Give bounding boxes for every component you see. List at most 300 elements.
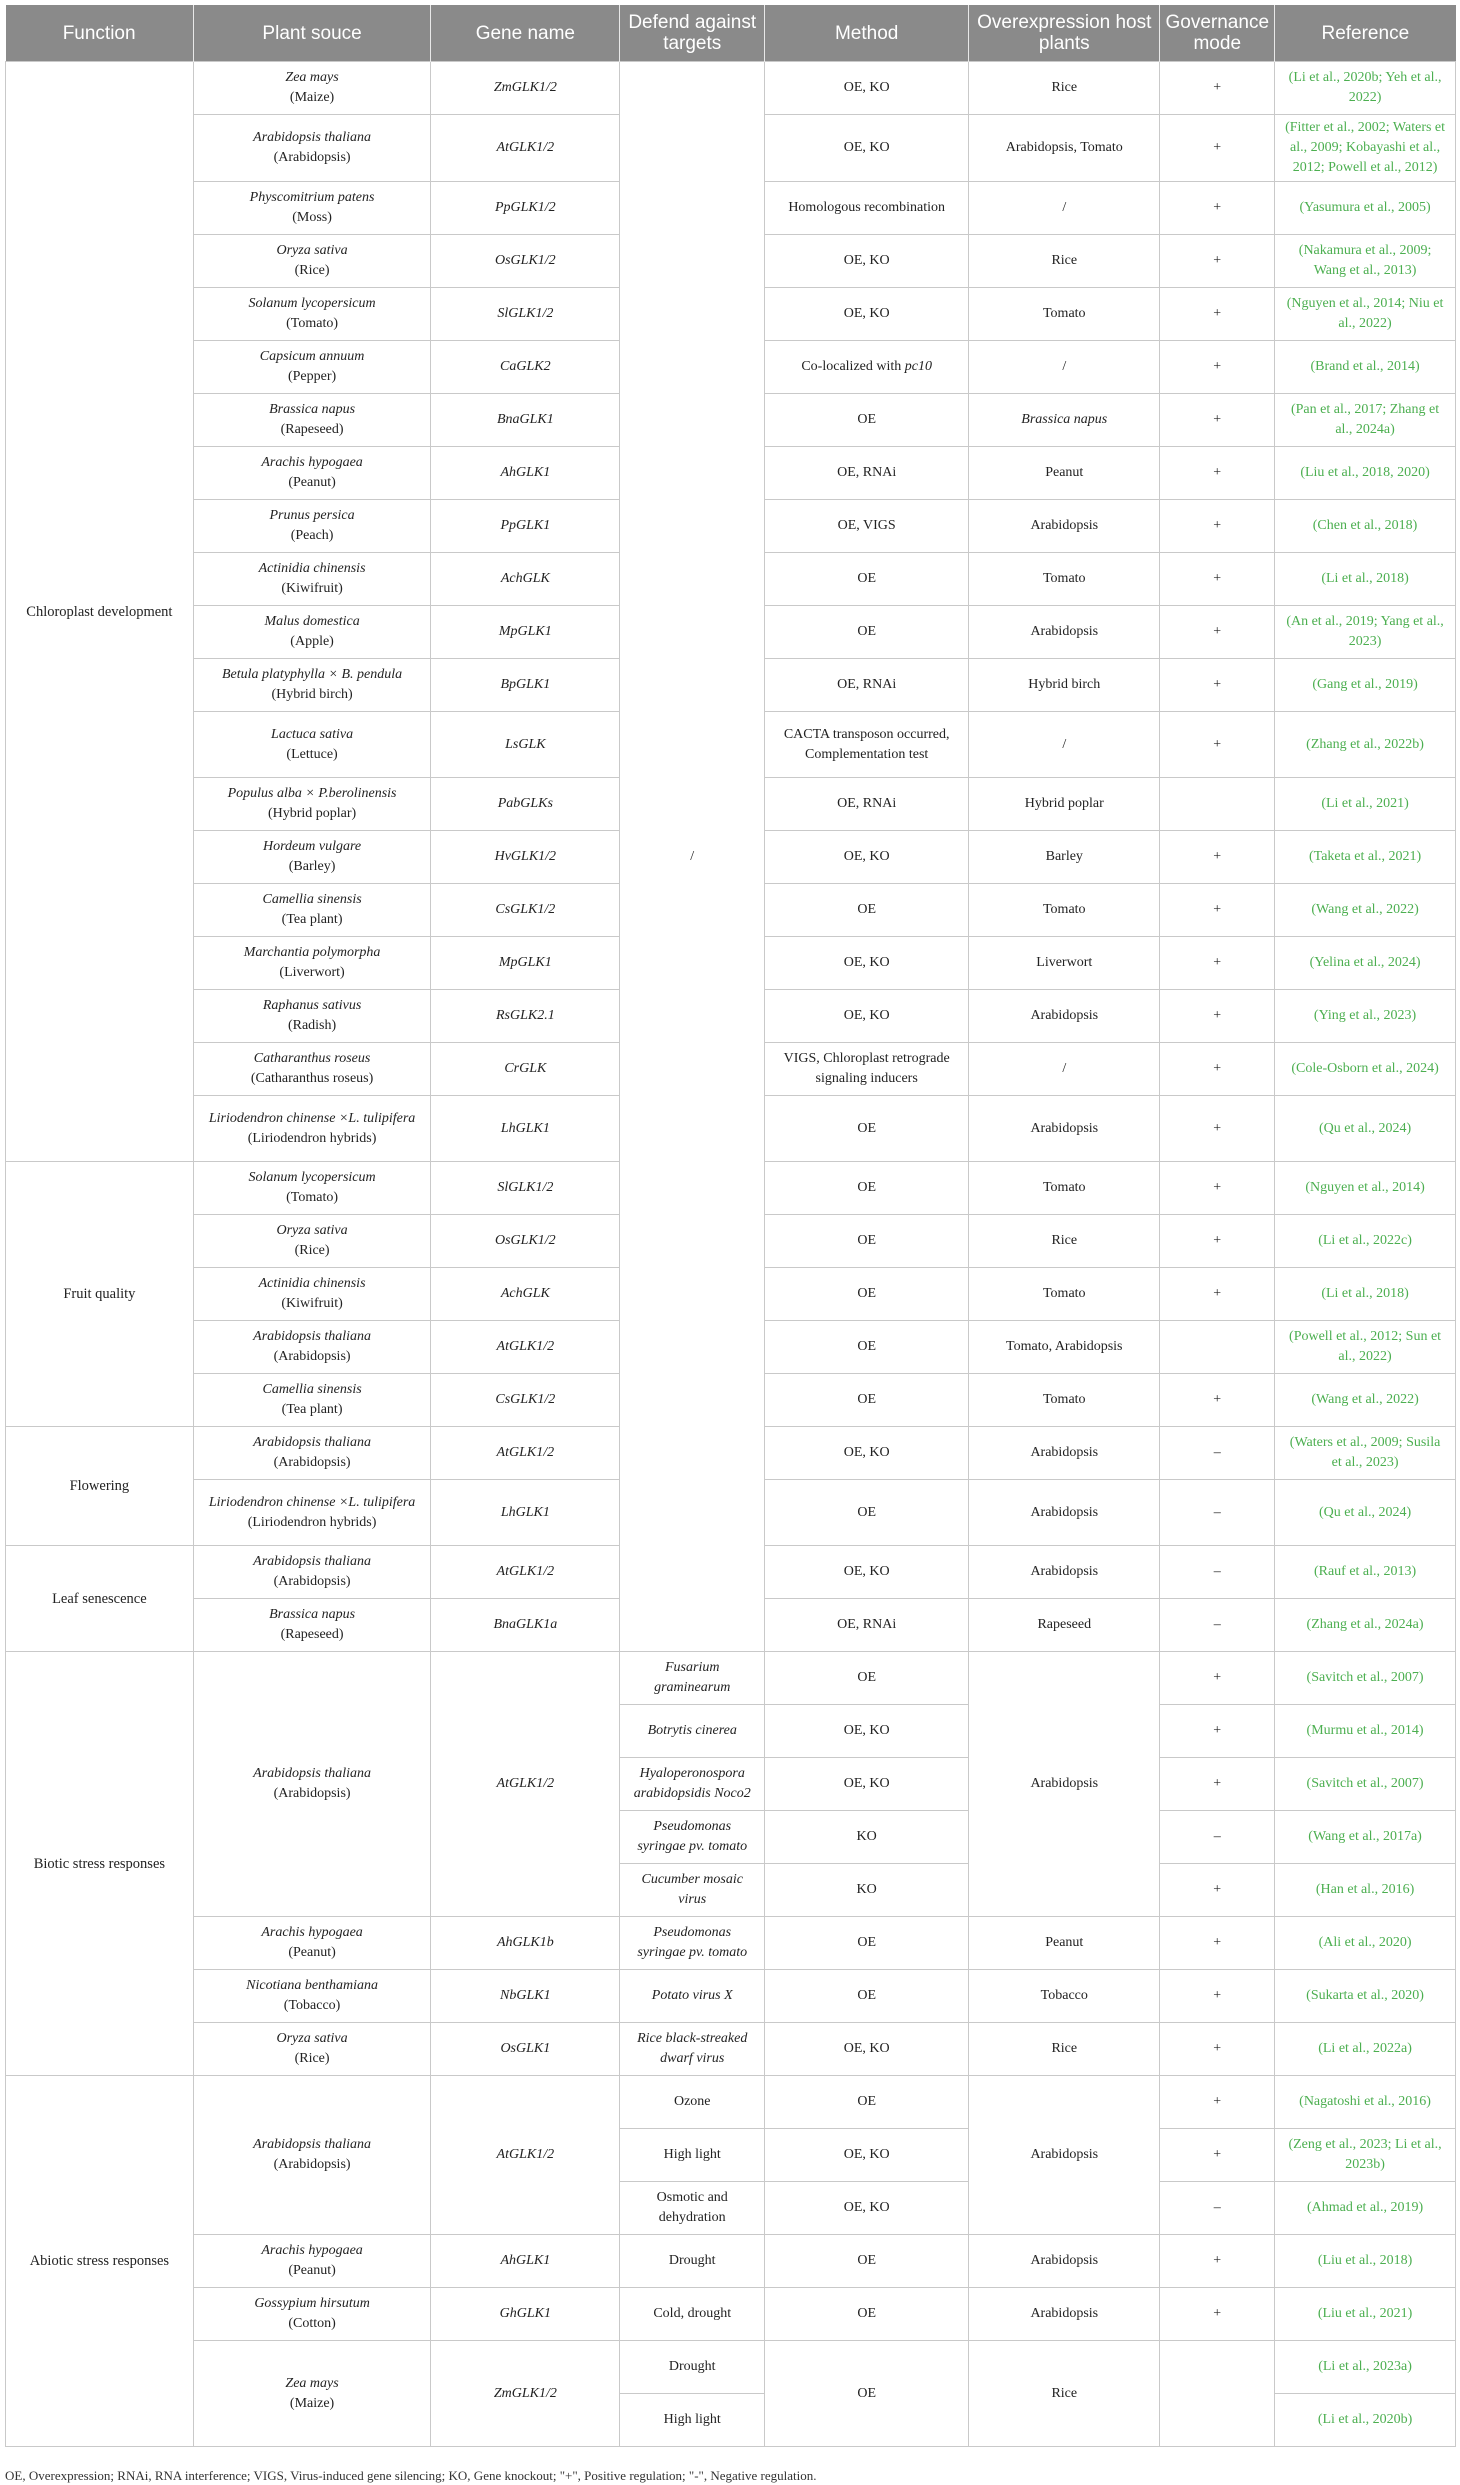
governance-mode-cell <box>1160 1758 1275 1811</box>
target-cell <box>620 2023 765 2076</box>
host-plant: Rice <box>1051 80 1078 95</box>
reference-cell <box>1275 1917 1456 1970</box>
reference-text: (Li et al., 2022c) <box>1318 1233 1412 1248</box>
governance-mode-cell <box>1160 500 1275 553</box>
reference-cell <box>1275 182 1456 235</box>
gene-name-cell <box>431 235 620 288</box>
common-name: (Maize) <box>289 2395 335 2411</box>
gene-name: LhGLK1 <box>500 1120 550 1136</box>
gene-name-cell <box>431 990 620 1043</box>
reference-cell <box>1275 1268 1456 1321</box>
targets-none: / <box>690 848 695 864</box>
common-name: (Moss) <box>292 210 332 225</box>
method-text: OE, KO <box>843 2200 890 2215</box>
method-cell <box>765 2235 969 2288</box>
reference-text: (Li et al., 2018) <box>1321 571 1409 586</box>
gene-name-cell <box>431 500 620 553</box>
method-cell <box>765 1374 969 1427</box>
method-text: OE <box>857 2385 876 2401</box>
method-cell <box>765 447 969 500</box>
governance-mode: + <box>1213 2094 1222 2109</box>
method-cell <box>765 1480 969 1546</box>
method-cell <box>765 62 969 115</box>
species-name: Liriodendron chinense ×L. tulipifera <box>208 1110 416 1126</box>
method-text: OE, KO <box>843 253 890 268</box>
species-name: Camellia sinensis <box>262 1382 362 1397</box>
species-name: Arabidopsis thaliana <box>253 1435 371 1450</box>
gene-name-cell <box>431 1374 620 1427</box>
common-name: (Peanut) <box>288 2263 336 2278</box>
method-text: CACTA transposon occurred, Complementation test <box>783 726 950 762</box>
reference-cell <box>1275 2182 1456 2235</box>
method-cell <box>765 553 969 606</box>
host-plants-cell <box>969 288 1160 341</box>
governance-mode: + <box>1213 1286 1222 1301</box>
governance-mode-cell <box>1160 1374 1275 1427</box>
governance-mode-cell <box>1160 1321 1275 1374</box>
governance-mode: – <box>1213 2200 1221 2215</box>
reference-cell <box>1275 1215 1456 1268</box>
method-text: OE, KO <box>843 849 890 864</box>
reference-text: (Zeng et al., 2023; Li et al., 2023b) <box>1288 2137 1442 2172</box>
host-plant: Rice <box>1051 1233 1078 1248</box>
gene-name: HvGLK1/2 <box>494 849 557 864</box>
table-row <box>6 2235 1456 2288</box>
reference-cell <box>1275 606 1456 659</box>
table-row <box>6 2341 1456 2394</box>
species-name: Malus domestica <box>264 614 360 629</box>
target-name: Osmotic and dehydration <box>656 2190 728 2225</box>
reference-cell <box>1275 2288 1456 2341</box>
plant-source-cell <box>193 990 431 1043</box>
species-name: Arabidopsis thaliana <box>253 130 371 145</box>
method-cell <box>765 1215 969 1268</box>
governance-mode: + <box>1213 1670 1222 1685</box>
method-text: VIGS, Chloroplast retrograde signaling inducers <box>783 1051 950 1086</box>
host-plant: Tobacco <box>1040 1988 1088 2003</box>
host-plant: Arabidopsis <box>1030 2306 1099 2321</box>
function-cell <box>6 1162 194 1427</box>
governance-mode-cell <box>1160 1652 1275 1705</box>
target-cell <box>620 2182 765 2235</box>
reference-cell <box>1275 447 1456 500</box>
common-name: (Arabidopsis) <box>273 1349 351 1364</box>
common-name: (Kiwifruit) <box>281 1296 343 1311</box>
governance-mode-cell <box>1160 1427 1275 1480</box>
plant-source-cell <box>193 2235 431 2288</box>
gene-name-cell <box>431 1917 620 1970</box>
common-name: (Radish) <box>287 1018 337 1033</box>
species-name: Arachis hypogaea <box>261 1925 363 1940</box>
reference-text: (Li et al., 2023a) <box>1318 2359 1412 2374</box>
common-name: (Cotton) <box>288 2316 336 2331</box>
species-name: Solanum lycopersicum <box>248 296 376 311</box>
gene-name: AchGLK <box>500 571 550 586</box>
species-name: Arachis hypogaea <box>261 455 363 470</box>
reference-text: (Zhang et al., 2022b) <box>1306 736 1424 752</box>
reference-cell <box>1275 2394 1456 2447</box>
governance-mode: + <box>1213 1233 1222 1248</box>
reference-cell <box>1275 1374 1456 1427</box>
gene-name: AtGLK1/2 <box>496 1776 555 1791</box>
reference-text: (Ahmad et al., 2019) <box>1306 2200 1424 2215</box>
reference-text: (Li et al., 2021) <box>1321 796 1409 811</box>
common-name: (Liriodendron hybrids) <box>247 1514 377 1530</box>
species-name: Hordeum vulgare <box>263 839 362 854</box>
governance-mode-cell <box>1160 1864 1275 1917</box>
table-row <box>6 1652 1456 1705</box>
species-name: Arabidopsis thaliana <box>253 1766 371 1781</box>
function-cell <box>6 1546 194 1652</box>
method-cell <box>765 341 969 394</box>
host-plant: Arabidopsis <box>1030 1776 1099 1791</box>
reference-text: (Nguyen et al., 2014) <box>1305 1180 1425 1195</box>
method-cell <box>765 1321 969 1374</box>
method-cell <box>765 1652 969 1705</box>
host-plants-cell <box>969 990 1160 1043</box>
species-name: Arabidopsis thaliana <box>253 1554 371 1569</box>
gene-name-cell <box>431 937 620 990</box>
gene-name-cell <box>431 2341 620 2447</box>
gene-name-cell <box>431 1043 620 1096</box>
target-cell <box>620 2341 765 2394</box>
host-plants-cell <box>969 1215 1160 1268</box>
host-plants-cell <box>969 235 1160 288</box>
governance-mode-cell <box>1160 712 1275 778</box>
gene-name: CsGLK1/2 <box>495 902 556 917</box>
target-name: Cold, drought <box>653 2306 732 2321</box>
governance-mode-cell <box>1160 1917 1275 1970</box>
function-cell <box>6 2076 194 2447</box>
reference-cell <box>1275 1546 1456 1599</box>
governance-mode: + <box>1213 1392 1222 1407</box>
host-plants-cell <box>969 712 1160 778</box>
gene-name-cell <box>431 1970 620 2023</box>
common-name: (Tobacco) <box>283 1998 341 2013</box>
gene-name-cell <box>431 831 620 884</box>
host-plants-cell <box>969 1162 1160 1215</box>
reference-text: (Brand et al., 2014) <box>1310 359 1420 374</box>
reference-text: (Nakamura et al., 2009; Wang et al., 2013) <box>1298 243 1432 278</box>
target-cell <box>620 1864 765 1917</box>
reference-text: (Fitter et al., 2002; Waters et al., 2009; Kobayashi et al., 2012; Powell et al., 2012) <box>1285 120 1446 175</box>
governance-mode: + <box>1213 1120 1222 1136</box>
reference-text: (Nguyen et al., 2014; Niu et al., 2022) <box>1286 296 1444 331</box>
host-plants-cell <box>969 659 1160 712</box>
method-text: OE <box>857 624 876 639</box>
function-label: Flowering <box>69 1478 130 1494</box>
reference-text: (Li et al., 2020b; Yeh et al., 2022) <box>1288 70 1442 105</box>
target-name: Hyaloperonospora arabidopsidis Noco2 <box>633 1766 751 1801</box>
host-plants-cell <box>969 500 1160 553</box>
species-name: Catharanthus roseus <box>253 1051 371 1066</box>
host-plant: Tomato <box>1042 1180 1086 1195</box>
governance-mode: + <box>1213 849 1222 864</box>
species-name: Arachis hypogaea <box>261 2243 363 2258</box>
common-name: (Apple) <box>290 634 334 649</box>
governance-mode: + <box>1213 359 1222 374</box>
reference-text: (Powell et al., 2012; Sun et al., 2022) <box>1289 1329 1442 1364</box>
gene-name-cell <box>431 1096 620 1162</box>
governance-mode: + <box>1213 200 1222 215</box>
common-name: (Rapeseed) <box>280 422 344 437</box>
target-cell <box>620 1758 765 1811</box>
plant-source-cell <box>193 553 431 606</box>
governance-mode-cell <box>1160 182 1275 235</box>
method-text: OE, KO <box>843 2147 890 2162</box>
method-cell <box>765 712 969 778</box>
method-text: OE, KO <box>843 1776 890 1791</box>
reference-text: (An et al., 2019; Yang et al., 2023) <box>1286 614 1444 649</box>
gene-name: MpGLK1 <box>498 624 552 639</box>
gene-name: AtGLK1/2 <box>496 1564 555 1579</box>
target-name: Potato virus X <box>651 1988 733 2003</box>
host-plants-cell <box>969 447 1160 500</box>
governance-mode-cell <box>1160 1268 1275 1321</box>
plant-source-cell <box>193 937 431 990</box>
gene-name-cell <box>431 884 620 937</box>
method-text: OE <box>857 1504 876 1520</box>
plant-source-cell <box>193 341 431 394</box>
method-text: OE, KO <box>843 955 890 970</box>
method-text: OE, KO <box>843 2041 890 2056</box>
method-cell <box>765 2076 969 2129</box>
host-plant: Tomato <box>1042 1392 1086 1407</box>
governance-mode-cell <box>1160 2023 1275 2076</box>
common-name: (Liriodendron hybrids) <box>247 1130 377 1146</box>
governance-mode-cell <box>1160 606 1275 659</box>
gene-name-cell <box>431 1480 620 1546</box>
header-function: Function <box>6 5 194 62</box>
reference-text: (Wang et al., 2022) <box>1311 902 1419 917</box>
reference-cell <box>1275 1758 1456 1811</box>
common-name: (Arabidopsis) <box>273 1455 351 1470</box>
method-text: OE, KO <box>843 1723 890 1738</box>
gene-name-cell <box>431 712 620 778</box>
host-plants-cell <box>969 1321 1160 1374</box>
host-plant: Arabidopsis, Tomato <box>1005 140 1123 155</box>
target-cell <box>620 1970 765 2023</box>
host-plant: Arabidopsis <box>1030 1445 1099 1460</box>
gene-name-cell <box>431 394 620 447</box>
governance-mode: + <box>1213 465 1222 480</box>
plant-source-cell <box>193 1970 431 2023</box>
reference-cell <box>1275 778 1456 831</box>
governance-mode: + <box>1213 902 1222 917</box>
method-text: OE <box>857 902 876 917</box>
governance-mode: – <box>1213 1829 1221 1844</box>
host-plants-cell <box>969 394 1160 447</box>
target-cell <box>620 1811 765 1864</box>
method-cell <box>765 606 969 659</box>
gene-name: CaGLK2 <box>500 359 551 374</box>
gene-name-cell <box>431 1268 620 1321</box>
target-cell <box>620 1917 765 1970</box>
host-plant: Rice <box>1051 2385 1078 2401</box>
method-cell <box>765 1864 969 1917</box>
plant-source-cell <box>193 394 431 447</box>
reference-text: (Liu et al., 2018) <box>1317 2253 1413 2268</box>
governance-mode: + <box>1213 306 1222 321</box>
host-plants-cell <box>969 1599 1160 1652</box>
method-text: OE, RNAi <box>837 796 897 811</box>
method-text: KO <box>856 1882 877 1897</box>
plant-source-cell <box>193 1480 431 1546</box>
gene-name: PabGLKs <box>497 796 553 811</box>
plant-source-cell <box>193 1917 431 1970</box>
host-plants-cell <box>969 341 1160 394</box>
plant-source-cell <box>193 1546 431 1599</box>
host-plants-cell <box>969 1546 1160 1599</box>
host-plant: Arabidopsis <box>1030 624 1099 639</box>
header-row <box>6 5 1456 62</box>
host-plants-cell <box>969 831 1160 884</box>
host-plant: Arabidopsis <box>1030 1008 1099 1023</box>
target-name: Ozone <box>673 2094 711 2109</box>
host-plants-cell <box>969 2023 1160 2076</box>
method-text: OE <box>857 1120 876 1136</box>
table-body <box>6 62 1456 2447</box>
method-cell <box>765 235 969 288</box>
governance-mode: + <box>1213 1180 1222 1195</box>
governance-mode: + <box>1213 1935 1222 1950</box>
gene-name-cell <box>431 1652 620 1917</box>
gene-name-cell <box>431 1427 620 1480</box>
targets-cell <box>620 62 765 1652</box>
function-label: Fruit quality <box>63 1286 136 1302</box>
host-plants-cell <box>969 1268 1160 1321</box>
function-cell <box>6 62 194 1162</box>
governance-mode: + <box>1213 624 1222 639</box>
method-cell <box>765 1917 969 1970</box>
method-cell <box>765 2023 969 2076</box>
governance-mode: + <box>1213 677 1222 692</box>
method-text: OE, RNAi <box>837 677 897 692</box>
method-text: KO <box>856 1829 877 1844</box>
governance-mode: + <box>1213 2147 1222 2162</box>
reference-text: (Li et al., 2022a) <box>1318 2041 1412 2056</box>
governance-mode: + <box>1213 80 1222 95</box>
table-row <box>6 62 1456 115</box>
gene-name: LhGLK1 <box>500 1504 550 1520</box>
method-cell <box>765 115 969 182</box>
gene-name-cell <box>431 1321 620 1374</box>
method-text: OE <box>857 1988 876 2003</box>
gene-name-cell <box>431 2023 620 2076</box>
gene-name: PpGLK1 <box>500 518 551 533</box>
reference-cell <box>1275 553 1456 606</box>
governance-mode-cell <box>1160 1162 1275 1215</box>
common-name: (Peach) <box>290 528 334 543</box>
governance-mode-cell <box>1160 937 1275 990</box>
host-plant: Brassica napus <box>1021 412 1108 427</box>
governance-mode: + <box>1213 518 1222 533</box>
common-name: (Liverwort) <box>279 965 345 980</box>
gene-name: GhGLK1 <box>499 2306 552 2321</box>
reference-text: (Rauf et al., 2013) <box>1313 1564 1417 1579</box>
method-cell <box>765 1758 969 1811</box>
species-name: Nicotiana benthamiana <box>246 1978 378 1993</box>
common-name: (Arabidopsis) <box>273 2157 351 2172</box>
governance-mode-cell <box>1160 778 1275 831</box>
plant-source-cell <box>193 235 431 288</box>
plant-source-cell <box>193 1427 431 1480</box>
plant-source-cell <box>193 2341 431 2447</box>
common-name: (Peanut) <box>288 475 336 490</box>
governance-mode-cell <box>1160 2288 1275 2341</box>
plant-source-cell <box>193 1599 431 1652</box>
host-plants-cell <box>969 937 1160 990</box>
reference-text: (Qu et al., 2024) <box>1318 1120 1412 1136</box>
governance-mode: – <box>1213 1445 1221 1460</box>
method-cell <box>765 182 969 235</box>
method-text: OE, KO <box>843 1564 890 1579</box>
governance-mode-cell <box>1160 288 1275 341</box>
host-plant: Barley <box>1045 849 1083 864</box>
target-cell <box>620 2076 765 2129</box>
host-plants-cell <box>969 1374 1160 1427</box>
gene-name: CrGLK <box>504 1061 547 1076</box>
plant-source-cell <box>193 2076 431 2235</box>
plant-source-cell <box>193 659 431 712</box>
governance-mode: + <box>1213 955 1222 970</box>
reference-cell <box>1275 1480 1456 1546</box>
plant-source-cell <box>193 288 431 341</box>
reference-cell <box>1275 1864 1456 1917</box>
method-text: OE, KO <box>843 140 890 155</box>
function-label: Biotic stress responses <box>33 1855 166 1872</box>
gene-name: BpGLK1 <box>500 677 551 692</box>
common-name: (Arabidopsis) <box>273 1786 351 1801</box>
host-plants-cell <box>969 1043 1160 1096</box>
target-cell <box>620 2235 765 2288</box>
method-cell <box>765 1705 969 1758</box>
reference-text: (Nagatoshi et al., 2016) <box>1299 2094 1431 2109</box>
common-name: (Tea plant) <box>281 1402 343 1417</box>
gene-name-cell <box>431 62 620 115</box>
gene-name: BnaGLK1a <box>493 1617 558 1632</box>
header-governance-mode: Governance mode <box>1160 5 1275 62</box>
gene-name: BnaGLK1 <box>496 412 554 427</box>
plant-source-cell <box>193 2288 431 2341</box>
host-plants-cell <box>969 778 1160 831</box>
species-name: Lactuca sativa <box>271 726 354 742</box>
plant-source-cell <box>193 712 431 778</box>
governance-mode: + <box>1213 1988 1222 2003</box>
header-targets: Defend against targets <box>620 5 765 62</box>
governance-mode-cell <box>1160 62 1275 115</box>
method-text: OE <box>857 1233 876 1248</box>
target-name: Rice black-streaked dwarf virus <box>637 2031 748 2066</box>
host-plant: Hybrid birch <box>1028 677 1101 692</box>
governance-mode: + <box>1213 2253 1222 2268</box>
reference-text: (Chen et al., 2018) <box>1312 518 1418 533</box>
governance-mode-cell <box>1160 1811 1275 1864</box>
species-name: Arabidopsis thaliana <box>253 2137 371 2152</box>
common-name: (Tomato) <box>286 1190 339 1205</box>
common-name: (Maize) <box>289 90 335 105</box>
header-plant-source: Plant souce <box>193 5 431 62</box>
plant-source-cell <box>193 1096 431 1162</box>
target-name: High light <box>663 2147 721 2162</box>
host-plants-cell <box>969 1652 1160 1917</box>
governance-mode-cell <box>1160 1480 1275 1546</box>
governance-mode: + <box>1213 140 1222 155</box>
governance-mode-cell <box>1160 1970 1275 2023</box>
governance-mode: + <box>1213 736 1222 752</box>
reference-cell <box>1275 1427 1456 1480</box>
reference-text: (Wang et al., 2022) <box>1311 1392 1419 1407</box>
